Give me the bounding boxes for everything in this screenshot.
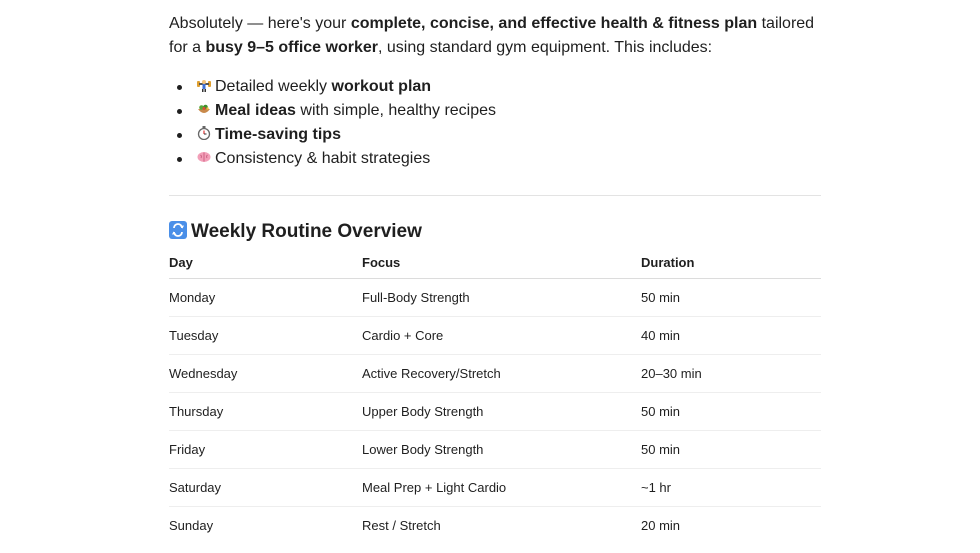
table-row — [169, 430, 821, 468]
cell-focus: Cardio + Core — [362, 316, 641, 354]
cell-day: Thursday — [169, 392, 362, 430]
cell-day: Tuesday — [169, 316, 362, 354]
cell-focus: Meal Prep + Light Cardio — [362, 468, 641, 506]
cell-duration: 50 min — [641, 278, 821, 316]
feature-item-habits: Consistency & habit strategies — [177, 147, 821, 171]
cell-duration: 50 min — [641, 392, 821, 430]
cell-day: Wednesday — [169, 354, 362, 392]
intro-bold-plan: complete, concise, and effective health & fitness plan — [350, 15, 758, 32]
message-content — [169, 12, 821, 544]
intro-text: , using standard gym equipment. This includes: — [377, 39, 713, 56]
intro-bold-audience: busy 9–5 office worker — [205, 39, 378, 56]
table-row — [169, 468, 821, 506]
cell-day: Friday — [169, 430, 362, 468]
column-header-day: Day — [169, 248, 362, 278]
intro-text: tailored for a — [169, 15, 815, 56]
cell-focus: Full-Body Strength — [362, 278, 641, 316]
feature-item-tips: Time-saving tips — [177, 123, 821, 147]
cell-duration: ~1 hr — [641, 468, 821, 506]
weekly-routine-table — [169, 248, 821, 544]
cell-focus: Rest / Stretch — [362, 517, 441, 533]
table-row — [169, 392, 821, 430]
repeat-arrows-icon — [169, 221, 187, 239]
table-row — [169, 506, 821, 544]
feature-list — [177, 75, 821, 171]
cell-focus: Active Recovery/Stretch — [362, 354, 641, 392]
section-title-text: Weekly Routine Overview — [191, 221, 422, 242]
cell-focus: Lower Body Strength — [362, 430, 641, 468]
cell-duration: 20–30 min — [641, 354, 821, 392]
section-heading — [169, 220, 821, 244]
intro-text: Absolutely — here's your — [169, 15, 351, 32]
column-header-duration: Duration — [641, 248, 821, 278]
cell-day: Sunday — [169, 517, 214, 533]
table-row — [169, 354, 821, 392]
cell-duration: 40 min — [641, 316, 821, 354]
salad-icon — [197, 102, 211, 116]
table-header-row — [169, 248, 821, 278]
intro-paragraph — [169, 12, 821, 60]
weightlifter-icon — [197, 78, 211, 92]
brain-icon — [197, 150, 211, 164]
feature-item-workout: Detailed weekly workout plan — [177, 75, 821, 99]
cell-day: Monday — [169, 278, 362, 316]
column-header-focus: Focus — [362, 248, 641, 278]
table-row — [169, 316, 821, 354]
cell-day: Saturday — [169, 468, 362, 506]
cell-focus: Upper Body Strength — [362, 392, 641, 430]
feature-item-meals: Meal ideas with simple, healthy recipes — [177, 99, 821, 123]
stopwatch-icon — [197, 126, 211, 140]
section-divider — [169, 195, 821, 196]
table-row — [169, 278, 821, 316]
cell-duration: 20 min — [641, 517, 681, 533]
cell-duration: 50 min — [641, 430, 821, 468]
